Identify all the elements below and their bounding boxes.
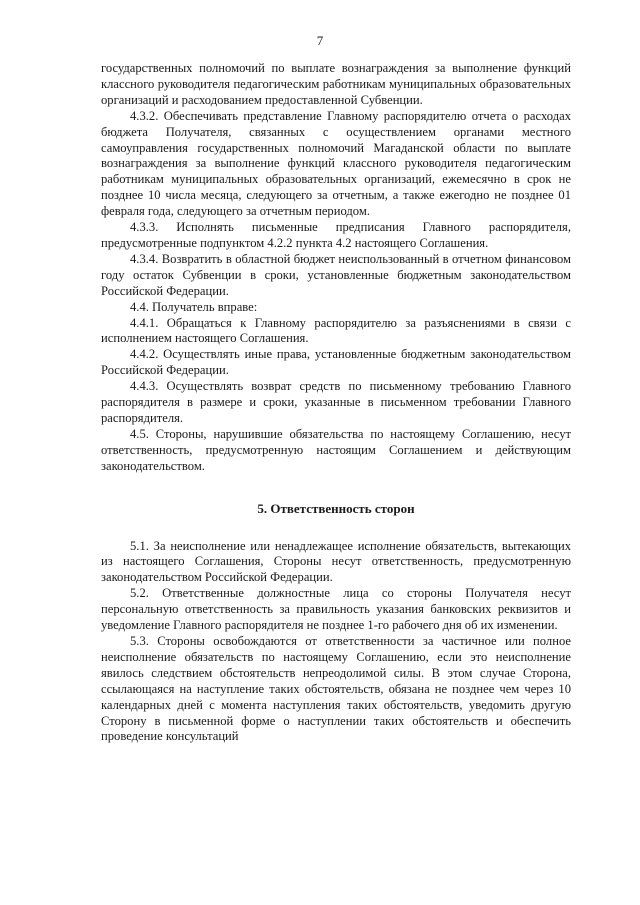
paragraph-4-4-1: 4.4.1. Обращаться к Главному распорядителю за разъяснениями в связи с исполнением настоящего Соглашения. [101,315,571,346]
paragraph-4-3-2: 4.3.2. Обеспечивать представление Главному распорядителю отчета о расходах бюджета Получателя, связанных с осуществлением органами местного самоуправления государственных полномочий Магаданской области по выплате вознаграждения за выполнение функций классного руководителя педагогическим работникам муниципальных образовательных организаций, ежемесячно в срок не позднее 10 числа месяца, следующего за отчетным, а также ежегодно не позднее 01 февраля года, следующего за отчетным периодом. [101,108,571,219]
paragraph-5-2: 5.2. Ответственные должностные лица со стороны Получателя несут персональную ответственность за правильность указания банковских реквизитов и уведомление Главного распорядителя не позднее 1-го рабочего дня об их изменении. [101,586,571,633]
paragraph-5-1: 5.1. За неисполнение или ненадлежащее исполнение обязательств, вытекающих из настоящего Соглашения, Стороны несут ответственность, предусмотренную законодательством Российской Федерации. [101,538,571,585]
paragraph-4-3-1-end: государственных полномочий по выплате вознаграждения за выполнение функций классного руководителя педагогическим работникам муниципальных образовательных организаций и расходованием предоставленной Субвенции. [101,61,571,107]
paragraph-4-4-2: 4.4.2. Осуществлять иные права, установленные бюджетным законодательством Российской Федерации. [101,347,571,378]
paragraph-4-3-3: 4.3.3. Исполнять письменные предписания Главного распорядителя, предусмотренные подпунктом 4.2.2 пункта 4.2 настоящего Соглашения. [101,220,571,250]
paragraph-4-5: 4.5. Стороны, нарушившие обязательства по настоящему Соглашению, несут ответственность, предусмотренную настоящим Соглашением и действующим законодательством. [101,426,571,473]
paragraph-4-4: 4.4. Получатель вправе: [130,299,258,314]
page-number: 7 [316,33,324,48]
paragraph-4-3-4: 4.3.4. Возвратить в областной бюджет неиспользованный в отчетном финансовом году остаток Субвенции в сроки, установленные бюджетным законодательством Российской Федерации. [101,251,571,298]
section-heading: 5. Ответственность сторон [257,500,415,516]
document-body [101,61,571,745]
paragraph-5-3: 5.3. Стороны освобождаются от ответственности за частичное или полное неисполнение обязательств по настоящему Соглашению, если это неисполнение явилось следствием обстоятельств непреодолимой силы. В этом случае Сторона, ссылающаяся на наступление таких обстоятельств, обязана не позднее чем через 10 календарных дней с момента наступления таких обстоятельств, уведомить другую Сторону в письменной форме о наступлении таких обстоятельств и обеспечить проведение консультаций [101,634,571,744]
paragraph-4-4-3: 4.4.3. Осуществлять возврат средств по письменному требованию Главного распорядителя в размере и сроки, указанные в письменном требовании Главного распорядителя. [101,379,571,425]
